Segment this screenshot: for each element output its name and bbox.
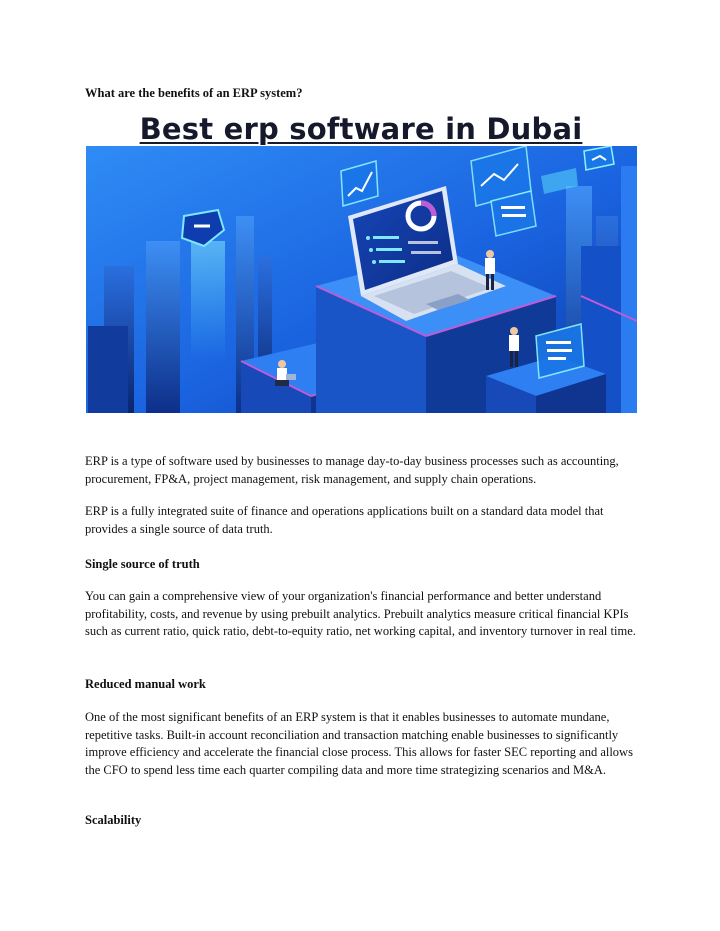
section-heading-scalability: Scalability (85, 813, 142, 827)
intro-paragraph: ERP is a type of software used by businesses to manage day-to-day business processes such as accounting, procurement, FP&A, project management, risk management, and supply chain operations. (85, 454, 619, 486)
section-heading-reduced-manual-work: Reduced manual work (85, 677, 206, 691)
question-heading: What are the benefits of an ERP system? (85, 86, 303, 100)
erp-hero-illustration (86, 146, 637, 413)
section-body-single-source: You can gain a comprehensive view of your organization's financial performance and better understand profitability, costs, and revenue by using prebuilt analytics. Prebuilt analytics measure critical financial KPIs such as current ratio, quick ratio, debt-to-equity ratio, net working capital, and inventory turnover in real time. (85, 589, 636, 638)
section-body-reduced-manual-work: One of the most significant benefits of an ERP system is that it enables businesses to automate mundane, repetitive tasks. Built-in account reconciliation and transaction matching enable businesses to significantly improve efficiency and accelerate the financial close process. This allows for faster SEC reporting and allows the CFO to spend less time each quarter compiling data and more time strategizing scenarios and M&A. (85, 710, 633, 777)
isometric-city-illustration (86, 146, 637, 413)
section-heading-single-source: Single source of truth (85, 557, 200, 571)
banner-title: Best erp software in Dubai (139, 112, 583, 146)
suite-paragraph: ERP is a fully integrated suite of finance and operations applications built on a standard data model that provides a single source of data truth. (85, 504, 604, 536)
glow-beam (191, 241, 225, 361)
